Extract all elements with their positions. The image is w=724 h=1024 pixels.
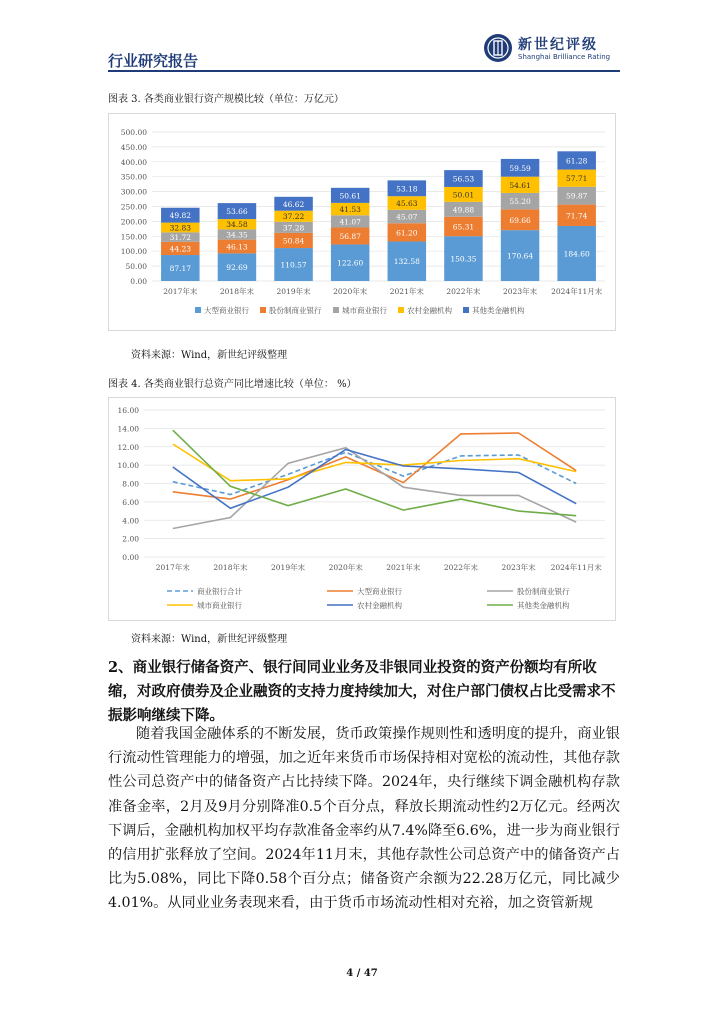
logo-emblem-icon [482, 32, 514, 64]
x-tick-label: 2018年末 [219, 287, 254, 296]
data-label: 49.82 [169, 211, 192, 221]
legend-label: 股份制商业银行 [517, 587, 570, 596]
legend-swatch [195, 307, 201, 313]
legend-swatch [463, 307, 469, 313]
report-type-title: 行业研究报告 [108, 52, 199, 70]
y-tick-label: 150.00 [120, 232, 147, 242]
y-tick-label: 250.00 [120, 202, 147, 212]
x-tick-label: 2021年末 [389, 287, 424, 296]
data-label: 50.01 [452, 190, 475, 200]
data-label: 56.53 [452, 174, 475, 184]
data-label: 87.17 [169, 264, 192, 274]
x-tick-label: 2020年末 [328, 563, 363, 572]
y-tick-label: 450.00 [120, 142, 147, 152]
x-tick-label: 2017年末 [163, 287, 198, 296]
section-heading: 2、商业银行储备资产、银行间同业业务及非银同业投资的资产份额均有所收缩，对政府债券及企业融资的支持力度持续加大，对住户部门债权占比受需求不振影响继续下降。 [108, 659, 616, 724]
data-label: 46.62 [282, 199, 305, 209]
y-tick-label: 300.00 [120, 187, 147, 197]
figure3-chart [108, 113, 616, 331]
data-label: 59.59 [509, 163, 531, 173]
legend-swatch [398, 307, 404, 313]
data-label: 34.35 [226, 230, 248, 240]
legend-label: 大型商业银行 [357, 587, 402, 596]
figure3-caption: 图表 3. 各类商业银行资产规模比较（单位：万亿元） [108, 94, 344, 105]
y-tick-label: 4.00 [122, 516, 139, 526]
x-tick-label: 2023年末 [501, 563, 536, 572]
data-label: 150.35 [450, 254, 477, 264]
data-label: 45.63 [396, 199, 418, 209]
x-tick-label: 2024年11月末 [550, 563, 602, 572]
y-tick-label: 100.00 [120, 247, 147, 257]
y-tick-label: 8.00 [122, 479, 139, 489]
x-tick-label: 2019年末 [271, 563, 306, 572]
data-label: 61.28 [565, 156, 588, 166]
legend-label: 其他类金融机构 [517, 601, 570, 610]
data-label: 71.74 [565, 211, 588, 221]
figure4-caption: 图表 4. 各类商业银行总资产同比增速比较（单位： %） [108, 379, 357, 390]
data-label: 54.61 [509, 180, 531, 190]
line-chart [109, 398, 615, 620]
stacked-bar-chart [109, 114, 615, 330]
page-header [108, 28, 620, 74]
y-tick-label: 50.00 [125, 262, 147, 272]
x-tick-label: 2019年末 [276, 287, 311, 296]
data-label: 55.20 [509, 197, 531, 207]
y-tick-label: 16.00 [117, 406, 139, 415]
x-tick-label: 2022年末 [446, 287, 481, 296]
data-label: 41.07 [339, 217, 361, 227]
legend-label: 商业银行合计 [197, 587, 242, 596]
y-tick-label: 400.00 [120, 157, 147, 167]
figure4-source: 资料来源：Wind，新世纪评级整理 [131, 634, 288, 645]
data-label: 41.53 [339, 205, 361, 215]
x-tick-label: 2018年末 [213, 563, 248, 572]
y-tick-label: 0.00 [122, 553, 139, 562]
data-label: 32.83 [169, 223, 192, 233]
legend-label: 其他类金融机构 [472, 306, 525, 315]
x-tick-label: 2021年末 [386, 563, 421, 572]
data-label: 34.58 [226, 220, 248, 230]
figure4-chart [108, 397, 616, 621]
legend-swatch [260, 307, 266, 313]
data-label: 61.20 [396, 228, 418, 238]
logo-chinese-name: 新世纪评级 [518, 37, 598, 53]
data-label: 37.28 [282, 223, 305, 233]
y-tick-label: 6.00 [122, 497, 139, 507]
legend-label: 农村金融机构 [357, 601, 402, 610]
series-line [173, 444, 576, 481]
data-label: 110.57 [280, 260, 307, 270]
x-tick-label: 2017年末 [155, 563, 190, 572]
series-line [173, 433, 576, 499]
data-label: 170.64 [506, 251, 534, 261]
y-tick-label: 2.00 [122, 534, 139, 544]
data-label: 46.13 [226, 242, 248, 252]
legend-label: 农村金融机构 [407, 306, 452, 315]
data-label: 56.87 [339, 231, 361, 241]
data-label: 45.07 [396, 212, 418, 222]
x-tick-label: 2023年末 [503, 287, 538, 296]
data-label: 49.88 [452, 205, 475, 215]
page-number: 4 / 47 [346, 968, 378, 979]
y-tick-label: 0.00 [130, 277, 147, 286]
data-label: 122.60 [337, 258, 364, 268]
body-paragraph: 随着我国金融体系的不断发展，货币政策操作规则性和透明度的提升，商业银行流动性管理能力的增强，加之近年来货币市场保持相对宽松的流动性，其他存款性公司总资产中的储备资产占比持续下降。2024年，央行继续下调金融机构存款准备金率，2月及9月分别降准0.5个百分点，释放长期流动性约2万亿元。经两次下调后，金融机构加权平均存款准备金率约从7.4%降至6.6%，进一步为商业银行的信用扩张释放了空间。2024年11月末，其他存款性公司总资产中的储备资产占比为5.08%，同比下降0.58个百分点；储备资产余额为22.28万亿元，同比减少4.01%。从同业业务表现来看，由于货币市场流动性相对充裕，加之资管新规 [108, 726, 620, 912]
legend-label: 股份制商业银行 [269, 306, 322, 315]
data-label: 50.61 [339, 191, 361, 201]
logo-english-name: Shanghai Brilliance Rating [518, 53, 611, 61]
x-tick-label: 2022年末 [443, 563, 478, 572]
legend-label: 大型商业银行 [204, 306, 249, 315]
y-tick-label: 500.00 [120, 128, 147, 137]
x-tick-label: 2020年末 [333, 287, 368, 296]
legend-label: 城市商业银行 [342, 306, 387, 315]
data-label: 53.18 [396, 184, 418, 194]
data-label: 57.71 [565, 174, 588, 184]
x-tick-label: 2024年11月末 [551, 287, 603, 296]
y-tick-label: 200.00 [120, 217, 147, 227]
data-label: 132.58 [393, 257, 420, 267]
data-label: 65.31 [452, 222, 475, 232]
data-label: 92.69 [226, 263, 248, 273]
data-label: 44.23 [169, 244, 192, 254]
legend-label: 城市商业银行 [197, 601, 242, 610]
data-label: 37.22 [282, 212, 305, 222]
y-tick-label: 12.00 [117, 442, 139, 452]
y-tick-label: 14.00 [117, 424, 139, 434]
data-label: 59.87 [565, 191, 588, 201]
data-label: 31.72 [169, 233, 192, 243]
data-label: 69.66 [509, 215, 531, 225]
data-label: 184.60 [563, 249, 590, 259]
company-logo [482, 30, 622, 66]
y-tick-label: 10.00 [117, 461, 139, 471]
legend-swatch [333, 307, 339, 313]
y-tick-label: 350.00 [120, 172, 147, 182]
figure3-source: 资料来源：Wind，新世纪评级整理 [131, 350, 288, 361]
data-label: 53.66 [226, 207, 248, 217]
header-divider [108, 70, 620, 72]
data-label: 50.84 [282, 236, 305, 246]
